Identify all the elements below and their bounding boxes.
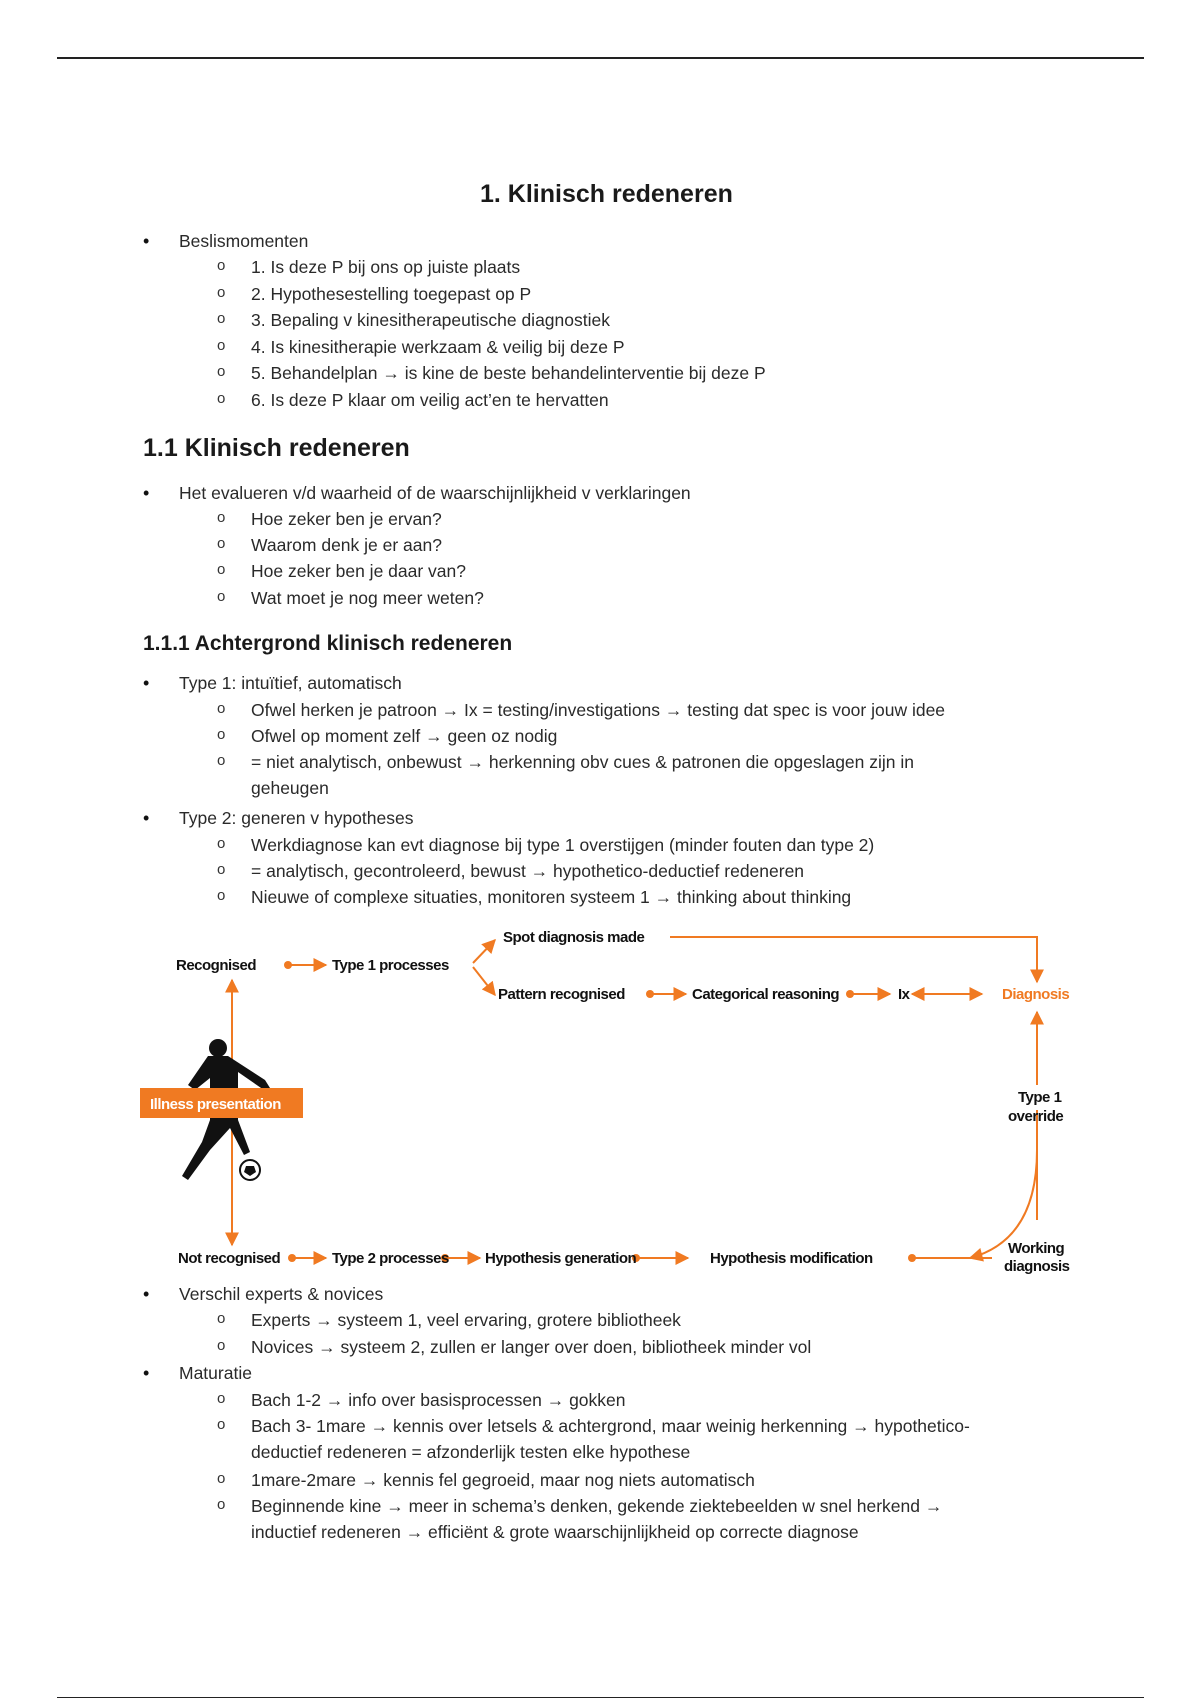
list-item: o 6. Is deze P klaar om veilig act’en te hervatten	[251, 387, 609, 413]
label-type1-processes: Type 1 processes	[332, 957, 449, 974]
bullet-beslismomenten: • Beslismomenten	[179, 228, 308, 254]
label-illness-presentation: Illness presentation	[150, 1096, 281, 1113]
bullet-maturatie: • Maturatie	[179, 1360, 252, 1386]
label-recognised: Recognised	[176, 957, 257, 974]
subsection-heading: 1.1.1 Achtergrond klinisch redeneren	[143, 632, 513, 655]
list-item-continuation: inductief redeneren → efficiënt & grote waarschijnlijkheid op correcte diagnose	[251, 1522, 859, 1542]
page-title: 1. Klinisch redeneren	[480, 180, 733, 208]
list-item: o 3. Bepaling v kinesitherapeutische diagnostiek	[251, 307, 610, 333]
list-item: o Beginnende kine → meer in schema’s denken, gekende ziektebeelden w snel herkend →	[251, 1493, 942, 1519]
label-working-diagnosis-1: Working	[1008, 1240, 1065, 1257]
label-type1-override-2: override	[1008, 1108, 1064, 1125]
label-type2-processes: Type 2 processes	[332, 1250, 449, 1267]
list-item: o Ofwel op moment zelf → geen oz nodig	[251, 723, 557, 749]
label-type1-override-1: Type 1	[1018, 1089, 1062, 1106]
label-hypothesis-generation: Hypothesis generation	[485, 1250, 637, 1267]
list-item: o Waarom denk je er aan?	[251, 532, 442, 558]
list-item: o 2. Hypothesestelling toegepast op P	[251, 281, 531, 307]
list-item-continuation: geheugen	[251, 778, 329, 798]
label-spot-diagnosis: Spot diagnosis made	[503, 929, 645, 946]
list-item-continuation: deductief redeneren = afzonderlijk testen elke hypothese	[251, 1442, 691, 1462]
list-item: o Experts → systeem 1, veel ervaring, grotere bibliotheek	[251, 1307, 681, 1333]
label-categorical-reasoning: Categorical reasoning	[692, 986, 840, 1003]
bullet-experts-novices: • Verschil experts & novices	[179, 1281, 383, 1307]
list-item: o Novices → systeem 2, zullen er langer over doen, bibliotheek minder vol	[251, 1334, 811, 1360]
list-item: o Bach 1-2 → info over basisprocessen → gokken	[251, 1387, 626, 1413]
list-item: o Werkdiagnose kan evt diagnose bij type 1 overstijgen (minder fouten dan type 2)	[251, 832, 874, 858]
header-rule	[57, 57, 1144, 59]
list-item: o Wat moet je nog meer weten?	[251, 585, 484, 611]
section-heading: 1.1 Klinisch redeneren	[143, 434, 410, 462]
bullet-evalueren: • Het evalueren v/d waarheid of de waarschijnlijkheid v verklaringen	[179, 480, 691, 506]
label-hypothesis-modification: Hypothesis modification	[710, 1250, 873, 1267]
label-not-recognised: Not recognised	[178, 1250, 281, 1267]
clinical-reasoning-diagram	[140, 920, 1080, 1280]
bullet-type1: • Type 1: intuïtief, automatisch	[179, 670, 402, 696]
list-item: o 4. Is kinesitherapie werkzaam & veilig bij deze P	[251, 334, 625, 360]
label-ix: Ix	[898, 986, 910, 1003]
list-item: o Ofwel herken je patroon → Ix = testing/investigations → testing dat spec is voor jouw idee	[251, 697, 945, 723]
list-item: o 5. Behandelplan → is kine de beste behandelinterventie bij deze P	[251, 360, 766, 386]
list-item: o Bach 3- 1mare → kennis over letsels & achtergrond, maar weinig herkenning → hypothetico-	[251, 1413, 970, 1439]
list-item: o Hoe zeker ben je daar van?	[251, 558, 466, 584]
list-item: o = analytisch, gecontroleerd, bewust → hypothetico-deductief redeneren	[251, 858, 804, 884]
list-item: o Nieuwe of complexe situaties, monitoren systeem 1 → thinking about thinking	[251, 884, 851, 910]
label-working-diagnosis-2: diagnosis	[1004, 1258, 1070, 1275]
list-item: o Hoe zeker ben je ervan?	[251, 506, 442, 532]
bullet-type2: • Type 2: generen v hypotheses	[179, 805, 413, 831]
label-pattern-recognised: Pattern recognised	[498, 986, 625, 1003]
footer-rule	[57, 1697, 1144, 1698]
list-item: o = niet analytisch, onbewust → herkenning obv cues & patronen die opgeslagen zijn in	[251, 749, 914, 775]
list-item: o 1. Is deze P bij ons op juiste plaats	[251, 254, 520, 280]
label-diagnosis: Diagnosis	[1002, 986, 1070, 1003]
list-item: o 1mare-2mare → kennis fel gegroeid, maar nog niets automatisch	[251, 1467, 755, 1493]
